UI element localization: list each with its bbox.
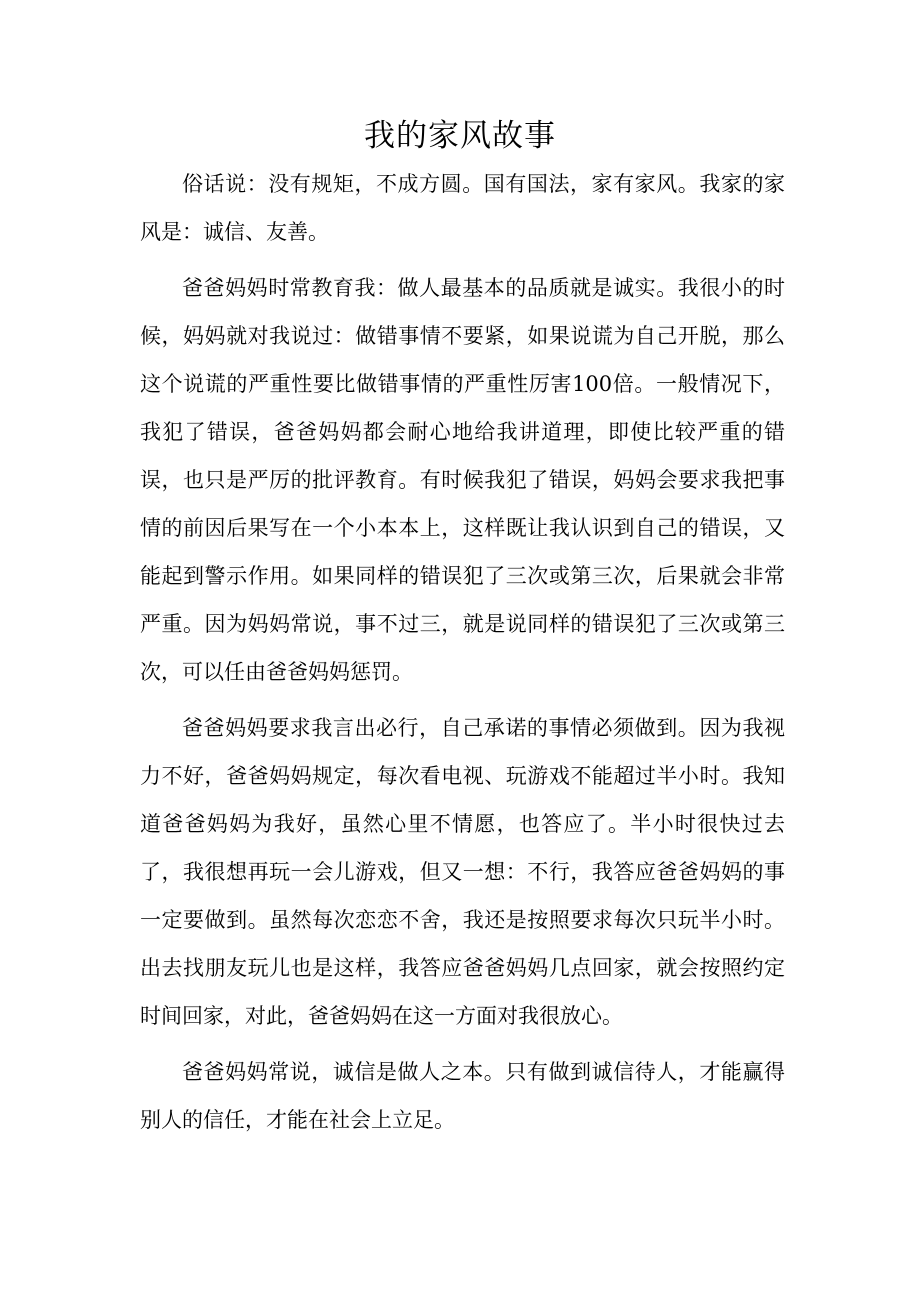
paragraph: 爸爸妈妈要求我言出必行，自己承诺的事情必须做到。因为我视力不好，爸爸妈妈规定，每次看电视、玩游戏不能超过半小时。我知道爸爸妈妈为我好，虽然心里不情愿，也答应了。半小时很快过去了，我很想再玩一会儿游戏，但又一想：不行，我答应爸爸妈妈的事一定要做到。虽然每次恋恋不舍，我还是按照要求每次只玩半小时。出去找朋友玩儿也是这样，我答应爸爸妈妈几点回家，就会按照约定时间回家，对此，爸爸妈妈在这一方面对我很放心。 xyxy=(140,716,785,1028)
document-body xyxy=(140,160,785,1152)
paragraph: 俗话说：没有规矩，不成方圆。国有国法，家有家风。我家的家风是：诚信、友善。 xyxy=(140,172,785,244)
page-title: 我的家风故事 xyxy=(364,118,556,154)
paragraph: 爸爸妈妈常说，诚信是做人之本。只有做到诚信待人，才能赢得别人的信任，才能在社会上立足。 xyxy=(140,1060,785,1132)
paragraph: 爸爸妈妈时常教育我：做人最基本的品质就是诚实。我很小的时候，妈妈就对我说过：做错事情不要紧，如果说谎为自己开脱，那么这个说谎的严重性要比做错事情的严重性厉害100倍。一般情况下，我犯了错误，爸爸妈妈都会耐心地给我讲道理，即使比较严重的错误，也只是严厉的批评教育。有时候我犯了错误，妈妈会要求我把事情的前因后果写在一个小本本上，这样既让我认识到自己的错误，又能起到警示作用。如果同样的错误犯了三次或第三次，后果就会非常严重。因为妈妈常说，事不过三，就是说同样的错误犯了三次或第三次，可以任由爸爸妈妈惩罚。 xyxy=(140,276,785,684)
